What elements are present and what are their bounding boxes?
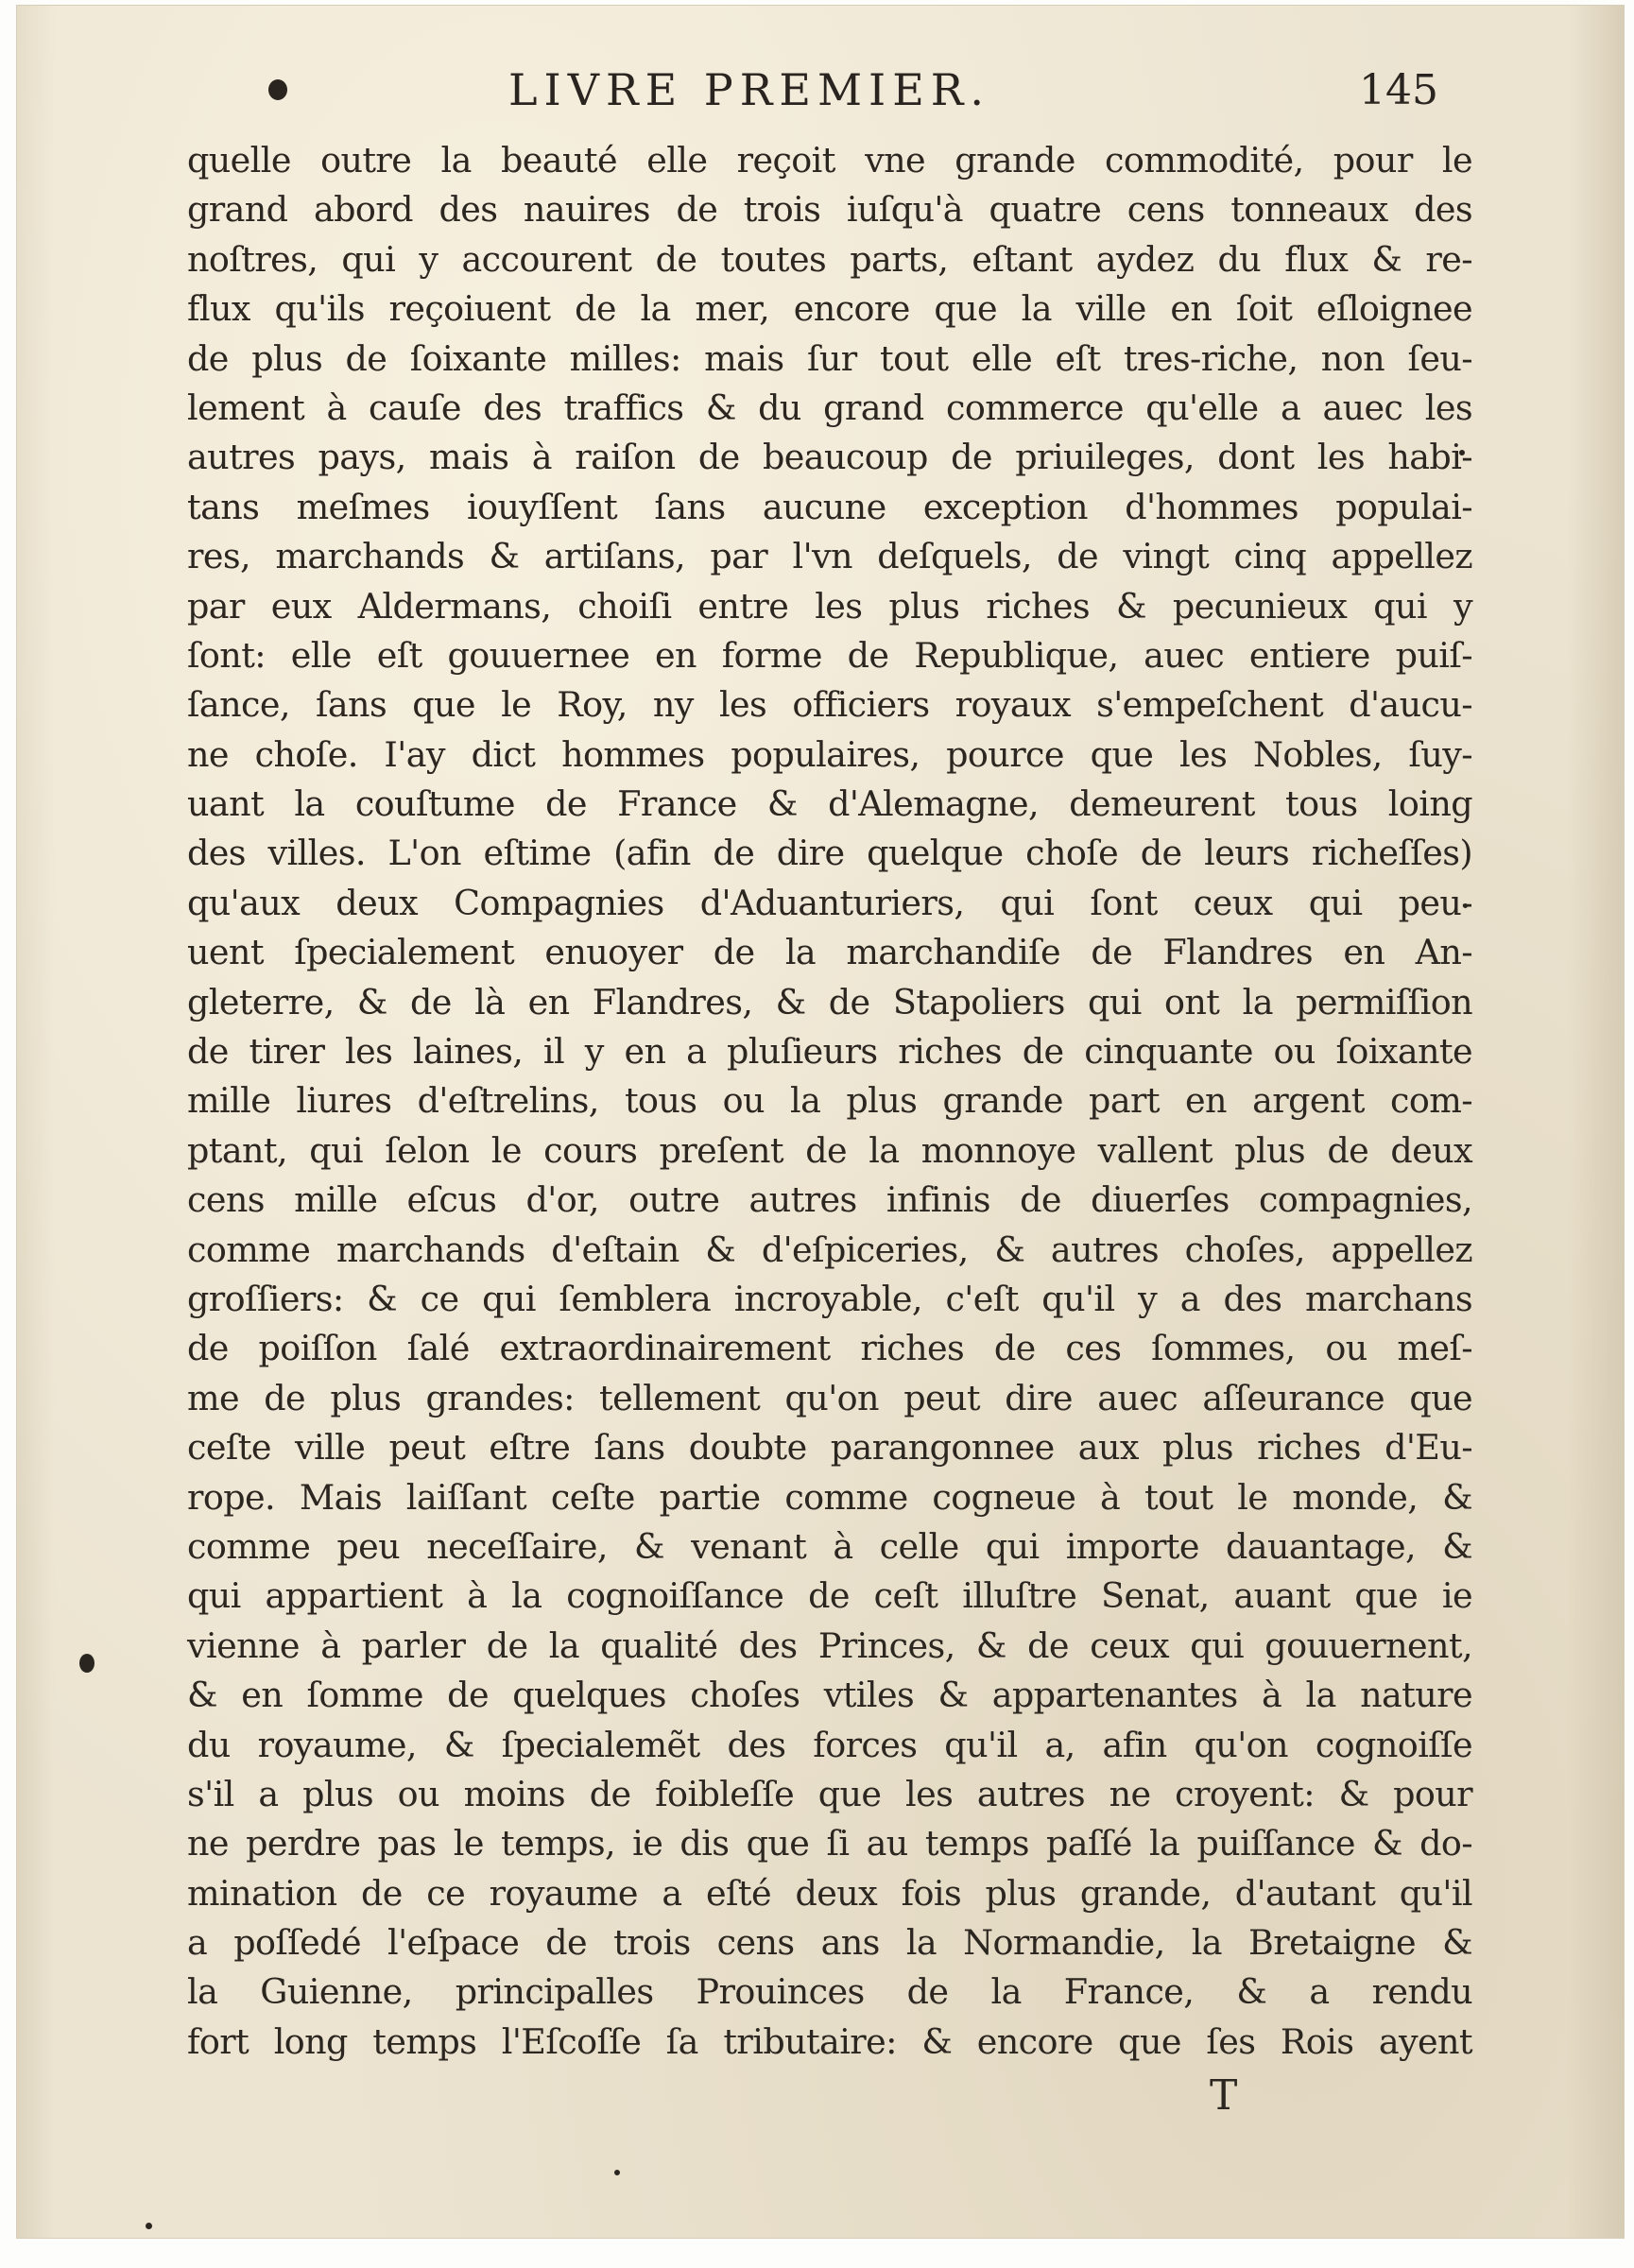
text-line: de poiſſon ſalé extraordinairement riches de ces ſommes, ou meſ-: [187, 1328, 1472, 1369]
ink-speck: [146, 2223, 152, 2229]
text-line: tans meſmes iouyſſent ſans aucune exception d'hommes populai-: [187, 486, 1472, 527]
text-line: fort long temps l'Eſcoſſe ſa tributaire: & encore que ſes Rois ayent: [187, 2020, 1472, 2062]
text-line: comme marchands d'eſtain & d'eſpiceries, & autres choſes, appellez: [187, 1228, 1472, 1270]
catchword: T: [1210, 2071, 1238, 2120]
text-line: gleterre, & de là en Flandres, & de Stapoliers qui ont la permiſſion: [187, 981, 1472, 1022]
text-line: ne choſe. I'ay dict hommes populaires, pource que les Nobles, ſuy-: [187, 733, 1472, 775]
text-line: uent ſpecialement enuoyer de la marchandiſe de Flandres en An-: [187, 932, 1472, 973]
text-line: qu'aux deux Compagnies d'Aduanturiers, qui ſont ceux qui peu-: [187, 882, 1472, 923]
ink-speck: [614, 2170, 620, 2175]
text-line: du royaume, & ſpecialemẽt des forces qu'il a, afin qu'on cognoiſſe: [187, 1724, 1472, 1765]
text-line: cens mille eſcus d'or, outre autres infinis de diuerſes compagnies,: [187, 1179, 1472, 1221]
text-line: comme peu neceſſaire, & venant à celle qui importe dauantage, &: [187, 1525, 1472, 1567]
ink-blot-header: [268, 79, 287, 100]
text-line: autres pays, mais à raiſon de beaucoup de priuileges, dont les habi-: [187, 437, 1472, 478]
page-number: 145: [1359, 66, 1438, 114]
text-line: lement à cauſe des traffics & du grand commerce qu'elle a auec les: [187, 387, 1472, 428]
text-line: ſance, ſans que le Roy, ny les officiers royaux s'empeſchent d'aucu-: [187, 684, 1472, 726]
text-line: qui appartient à la cognoiſſance de ceſt illuſtre Senat, auant que ie: [187, 1575, 1472, 1617]
text-line: de plus de ſoixante milles: mais ſur tout elle eſt tres-riche, non ſeu-: [187, 337, 1472, 379]
text-line: rope. Mais laiſſant ceſte partie comme cogneue à tout le monde, &: [187, 1476, 1472, 1518]
text-line: quelle outre la beauté elle reçoit vne grande commodité, pour le: [187, 140, 1472, 180]
text-line: ſont: elle eſt gouuernee en forme de Republique, auec entiere puiſ-: [187, 634, 1472, 676]
text-line: groſſiers: & ce qui ſemblera incroyable, c'eſt qu'il y a des marchans: [187, 1278, 1472, 1319]
text-line: vienne à parler de la qualité des Princes, & de ceux qui gouuernent,: [187, 1624, 1472, 1666]
text-line: ne perdre pas le temps, ie dis que ſi au temps paſſé la puiſſance & do-: [187, 1823, 1472, 1864]
text-line: me de plus grandes: tellement qu'on peut dire auec aſſeurance que: [187, 1377, 1472, 1418]
text-line: ceſte ville peut eſtre ſans doubte parangonnee aux plus riches d'Eu-: [187, 1427, 1472, 1469]
page-header: [17, 6, 1624, 129]
text-line: & en ſomme de quelques choſes vtiles & appartenantes à la nature: [187, 1675, 1472, 1716]
text-line: mille liures d'eſtrelins, tous ou la plus grande part en argent com-: [187, 1080, 1472, 1122]
text-line: par eux Aldermans, choiſi entre les plus riches & pecunieux qui y: [187, 585, 1472, 627]
text-line: a poſſedé l'eſpace de trois cens ans la Normandie, la Bretaigne &: [187, 1922, 1472, 1964]
text-line: s'il a plus ou moins de foibleſſe que les autres ne croyent: & pour: [187, 1773, 1472, 1814]
text-line: la Guienne, principalles Prouinces de la France, & a rendu: [187, 1971, 1472, 2013]
text-line: ptant, qui ſelon le cours preſent de la monnoye vallent plus de deux: [187, 1129, 1472, 1171]
text-line: de tirer les laines, il y en a pluſieurs riches de cinquante ou ſoixante: [187, 1031, 1472, 1073]
text-line: uant la couſtume de France & d'Alemagne, demeurent tous loing: [187, 783, 1472, 825]
text-line: noſtres, qui y accourent de toutes parts, eſtant aydez du flux & re-: [187, 238, 1472, 280]
body-text: [187, 136, 1472, 2067]
text-line: des villes. L'on eſtime (afin de dire quelque choſe de leurs richeſſes): [187, 833, 1472, 874]
text-line: flux qu'ils reçoiuent de la mer, encore que la ville en ſoit eſloignee: [187, 288, 1472, 330]
text-line: res, marchands & artiſans, par l'vn deſquels, de vingt cinq appellez: [187, 536, 1472, 577]
ink-blot-margin: [79, 1654, 95, 1673]
book-page: [17, 6, 1624, 2238]
text-line: mination de ce royaume a eſté deux fois plus grande, d'autant qu'il: [187, 1872, 1472, 1914]
text-line: grand abord des nauires de trois iuſqu'à quatre cens tonneaux des: [187, 189, 1472, 231]
running-title: LIVRE PREMIER.: [508, 64, 991, 115]
